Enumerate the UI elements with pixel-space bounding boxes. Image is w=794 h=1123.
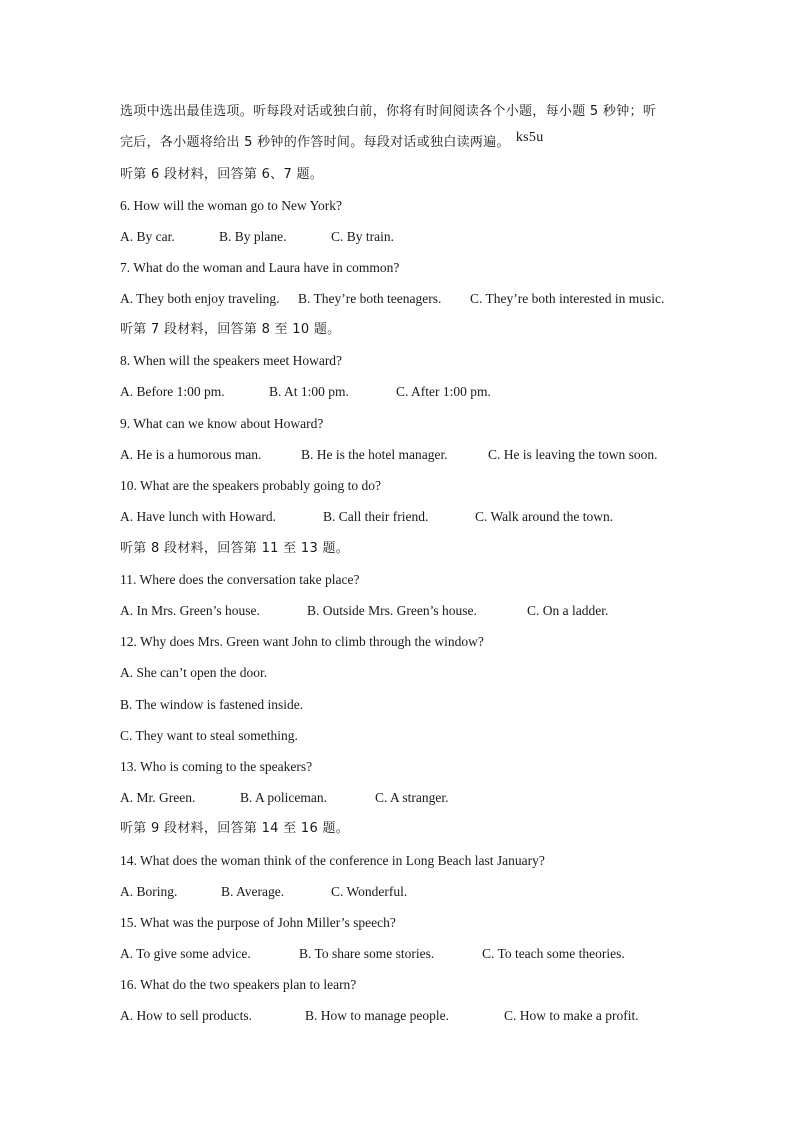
question-14-option-c: C. Wonderful. — [331, 884, 408, 899]
question-14-options — [120, 883, 720, 901]
question-13-option-a: A. Mr. Green. — [120, 790, 196, 805]
question-9-option-c: C. He is leaving the town soon. — [488, 447, 658, 462]
question-10-option-b: B. Call their friend. — [323, 509, 429, 524]
question-7-option-b: B. They’re both teenagers. — [298, 291, 442, 306]
question-12-option-c: C. They want to steal something. — [120, 728, 298, 743]
question-6-options — [120, 228, 720, 246]
section-heading-7: 听第 7 段材料，回答第 8 至 10 题。 — [120, 322, 341, 337]
question-14-option-b: B. Average. — [221, 884, 285, 899]
question-10-option-a: A. Have lunch with Howard. — [120, 509, 276, 524]
intro-line-1: 选项中选出最佳选项。听每段对话或独白前，你将有时间阅读各个小题，每小题 5 秒钟；听 — [120, 104, 657, 119]
question-7-option-c: C. They’re both interested in music. — [470, 291, 665, 306]
question-13-options — [120, 789, 720, 807]
question-9-option-a: A. He is a humorous man. — [120, 447, 262, 462]
question-15-option-b: B. To share some stories. — [299, 946, 435, 961]
section-heading-8: 听第 8 段材料，回答第 11 至 13 题。 — [120, 541, 350, 556]
question-16-option-b: B. How to manage people. — [305, 1008, 449, 1023]
question-15-options — [120, 945, 720, 963]
question-10-options — [120, 508, 720, 526]
question-16-options — [120, 1007, 720, 1025]
question-6-option-c: C. By train. — [331, 229, 394, 244]
question-11-stem: 11. Where does the conversation take place? — [120, 572, 360, 587]
question-6-option-a: A. By car. — [120, 229, 175, 244]
question-10-stem: 10. What are the speakers probably going to do? — [120, 478, 382, 493]
question-8-option-c: C. After 1:00 pm. — [396, 384, 491, 399]
section-heading-9: 听第 9 段材料，回答第 14 至 16 题。 — [120, 821, 350, 836]
question-16-option-a: A. How to sell products. — [120, 1008, 252, 1023]
question-8-stem: 8. When will the speakers meet Howard? — [120, 353, 343, 368]
question-8-options — [120, 383, 720, 401]
question-12-option-b: B. The window is fastened inside. — [120, 697, 304, 712]
question-7-stem: 7. What do the woman and Laura have in common? — [120, 260, 400, 275]
watermark-text: ks5u — [515, 130, 544, 145]
question-13-option-c: C. A stranger. — [375, 790, 449, 805]
intro-line-2-text: 完后，各小题将给出 5 秒钟的作答时间。每段对话或独白读两遍。 — [120, 135, 510, 150]
question-14-stem: 14. What does the woman think of the conference in Long Beach last January? — [120, 853, 545, 868]
question-10-option-c: C. Walk around the town. — [475, 509, 614, 524]
question-12-stem: 12. Why does Mrs. Green want John to climb through the window? — [120, 634, 484, 649]
section-heading-6: 听第 6 段材料，回答第 6、7 题。 — [120, 167, 324, 182]
question-8-option-b: B. At 1:00 pm. — [269, 384, 349, 399]
question-7-options — [120, 290, 720, 308]
question-13-stem: 13. Who is coming to the speakers? — [120, 759, 313, 774]
question-16-option-c: C. How to make a profit. — [504, 1008, 639, 1023]
question-11-option-a: A. In Mrs. Green’s house. — [120, 603, 260, 618]
question-8-option-a: A. Before 1:00 pm. — [120, 384, 225, 399]
question-9-option-b: B. He is the hotel manager. — [301, 447, 448, 462]
question-6-stem: 6. How will the woman go to New York? — [120, 198, 342, 213]
question-13-option-b: B. A policeman. — [240, 790, 327, 805]
question-15-stem: 15. What was the purpose of John Miller’s speech? — [120, 915, 396, 930]
question-11-option-c: C. On a ladder. — [527, 603, 609, 618]
question-15-option-a: A. To give some advice. — [120, 946, 251, 961]
question-16-stem: 16. What do the two speakers plan to learn? — [120, 977, 357, 992]
question-11-options — [120, 602, 720, 620]
question-6-option-b: B. By plane. — [219, 229, 287, 244]
question-12-option-a: A. She can’t open the door. — [120, 665, 268, 680]
intro-line-2 — [120, 130, 544, 152]
question-11-option-b: B. Outside Mrs. Green’s house. — [307, 603, 477, 618]
question-14-option-a: A. Boring. — [120, 884, 178, 899]
question-9-stem: 9. What can we know about Howard? — [120, 416, 324, 431]
question-15-option-c: C. To teach some theories. — [482, 946, 625, 961]
question-9-options — [120, 446, 720, 464]
question-7-option-a: A. They both enjoy traveling. — [120, 291, 280, 306]
